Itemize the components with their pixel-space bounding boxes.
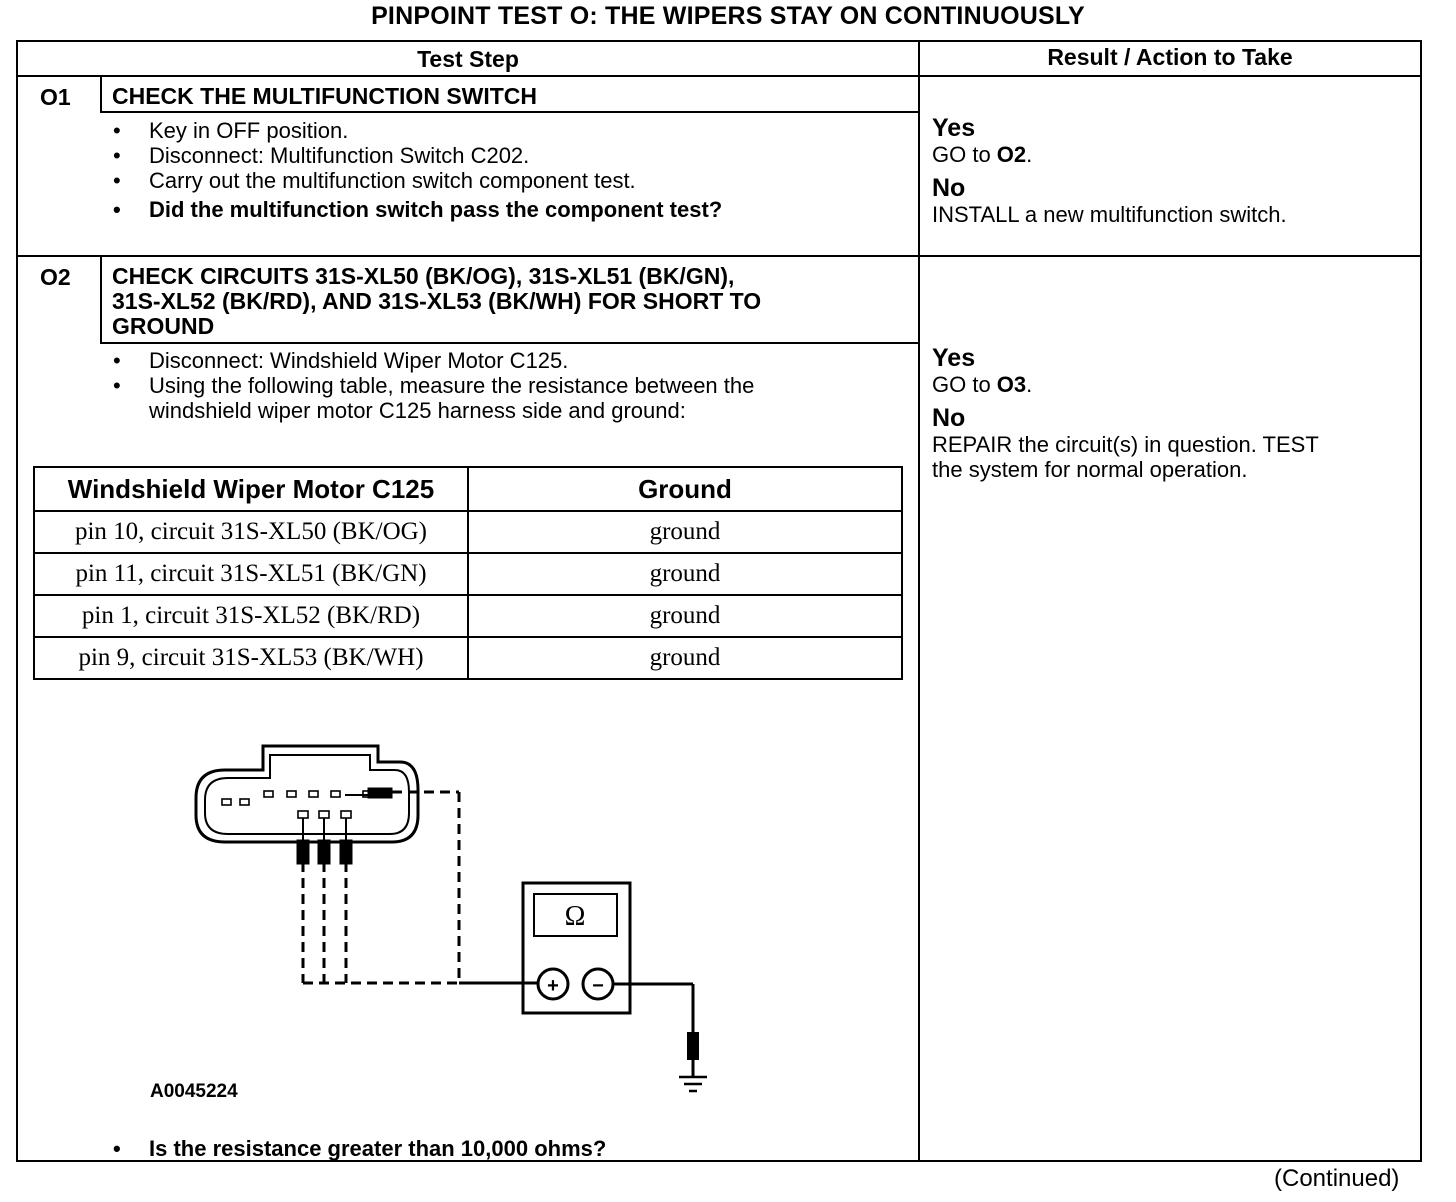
- list-item-question: • Did the multifunction switch pass the component test?: [113, 197, 903, 222]
- no-action: INSTALL a new multifunction switch.: [932, 202, 1287, 227]
- probe-leads: [303, 792, 459, 983]
- yes-label: Yes: [932, 114, 976, 142]
- page-title: PINPOINT TEST O: THE WIPERS STAY ON CONTINUOUSLY: [371, 2, 1085, 30]
- table-cell: pin 1, circuit 31S-XL52 (BK/RD): [34, 595, 468, 637]
- yes-action: GO to O3.: [932, 372, 1033, 397]
- ohm-icon: Ω: [564, 901, 586, 932]
- step-o2-final-question: [113, 1132, 903, 1161]
- col-header-ground: Ground: [468, 467, 902, 511]
- list-item: • Key in OFF position.: [113, 118, 903, 143]
- list-item: • Using the following table, measure the resistance between the windshield wiper motor C125 harness side and ground:: [113, 373, 903, 423]
- list-item: • Carry out the multifunction switch component test.: [113, 168, 903, 193]
- no-label: No: [932, 404, 966, 432]
- continued-label: (Continued): [1274, 1165, 1400, 1192]
- ground-probe-tip: [687, 1032, 699, 1060]
- col-header-connector: Windshield Wiper Motor C125: [34, 467, 468, 511]
- table-cell: ground: [468, 637, 902, 679]
- list-item: • Disconnect: Windshield Wiper Motor C125.: [113, 348, 903, 373]
- ground-lead: [613, 984, 693, 1076]
- yes-action: GO to O2.: [932, 142, 1033, 167]
- step-id-o2: O2: [40, 264, 71, 290]
- table-cell: pin 11, circuit 31S-XL51 (BK/GN): [34, 553, 468, 595]
- step-id-o1: O1: [40, 84, 71, 110]
- list-item: • Disconnect: Multifunction Switch C202.: [113, 143, 903, 168]
- table-cell: pin 10, circuit 31S-XL50 (BK/OG): [34, 511, 468, 553]
- table-cell: pin 9, circuit 31S-XL53 (BK/WH): [34, 637, 468, 679]
- list-item-question: • Is the resistance greater than 10,000 ohms?: [113, 1136, 903, 1161]
- figure-id: A0045224: [150, 1081, 238, 1102]
- ground-icon: [679, 1077, 707, 1091]
- probe-tips: [297, 788, 392, 864]
- no-action: REPAIR the circuit(s) in question. TEST the system for normal operation.: [932, 432, 1319, 482]
- step-title-o1: CHECK THE MULTIFUNCTION SWITCH: [112, 83, 538, 109]
- goto-link: O2: [996, 142, 1027, 167]
- table-cell: ground: [468, 595, 902, 637]
- minus-icon: −: [592, 975, 604, 997]
- yes-label: Yes: [932, 344, 976, 372]
- plus-icon: +: [547, 975, 559, 997]
- step-title-o2: CHECK CIRCUITS 31S-XL50 (BK/OG), 31S-XL51 (BK/GN), 31S-XL52 (BK/RD), AND 31S-XL53 (BK/WH) FOR SHORT TO GROUND: [112, 263, 762, 339]
- test-step-header: Test Step: [417, 46, 519, 72]
- goto-link: O3: [996, 372, 1027, 397]
- table-cell: ground: [468, 511, 902, 553]
- no-label: No: [932, 174, 966, 202]
- result-header: Result / Action to Take: [1047, 44, 1293, 70]
- table-cell: ground: [468, 553, 902, 595]
